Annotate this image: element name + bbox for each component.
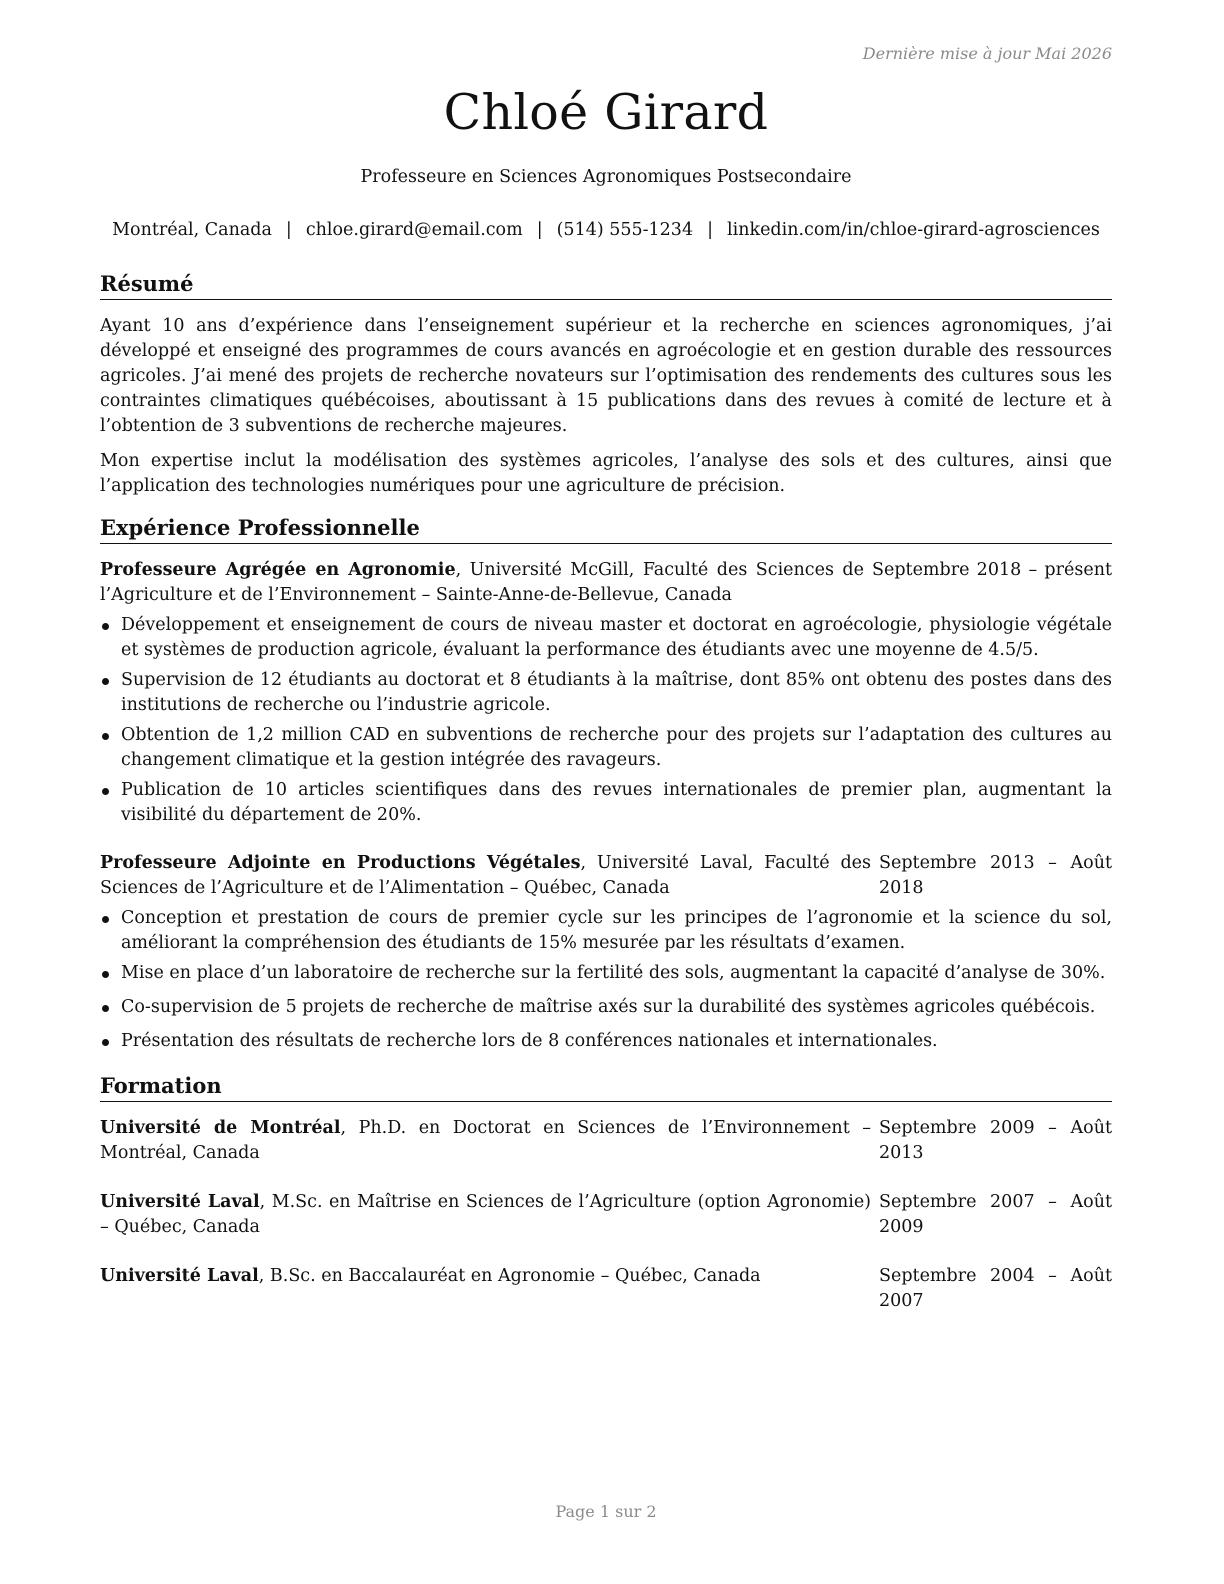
- bullet-text: Développement et enseignement de cours de niveau master et doctorat en agroécologie, physiologie végétale et systèmes de production agricole, évaluant la performance des étudiants avec une moyenne de 4.5/5.: [121, 615, 1112, 660]
- experience-entry-description: [100, 851, 879, 901]
- experience-bullet-list: [100, 613, 1112, 833]
- bullet-dot-icon: [102, 1039, 109, 1046]
- experience-bullet: [100, 906, 1112, 956]
- experience-role: Professeure Agrégée en Agronomie: [100, 560, 456, 580]
- bullet-text: Présentation des résultats de recherche lors de 8 conférences nationales et internationales.: [121, 1031, 938, 1051]
- education-details: , B.Sc. en Baccalauréat en Agronomie – Québec, Canada: [258, 1266, 761, 1286]
- education-entry: [100, 1116, 1112, 1166]
- experience-bullet: [100, 995, 1112, 1020]
- bullet-dot-icon: [102, 788, 109, 795]
- education-details: , M.Sc. en Maîtrise en Sciences de l’Agriculture (option Agronomie) – Québec, Canada: [100, 1192, 872, 1237]
- bullet-dot-icon: [102, 733, 109, 740]
- candidate-name: Chloé Girard: [443, 84, 769, 141]
- contact-email[interactable]: chloe.girard@email.com: [305, 220, 523, 240]
- education-dates: Septembre 2004 – Août 2007: [879, 1266, 1112, 1311]
- resume-page: [100, 0, 1112, 1584]
- experience-entry-description: [100, 558, 872, 608]
- education-description: [100, 1264, 879, 1289]
- experience-dates: Septembre 2013 – Août 2018: [879, 853, 1112, 898]
- experience-bullet: [100, 1029, 1112, 1054]
- education-entry: [100, 1264, 1112, 1314]
- experience-bullet: [100, 723, 1112, 773]
- bullet-text: Obtention de 1,2 million CAD en subventions de recherche pour des projets sur l’adaptation des cultures au changement climatique et la gestion intégrée des ravageurs.: [121, 725, 1112, 770]
- contact-location: Montréal, Canada: [112, 220, 272, 240]
- education-dates: Septembre 2007 – Août 2009: [879, 1192, 1112, 1237]
- last-updated-note: Dernière mise à jour Mai 2026: [862, 44, 1112, 63]
- experience-dates: Septembre 2018 – présent: [872, 560, 1112, 580]
- experience-bullet-list: [100, 906, 1112, 1059]
- experience-bullet: [100, 668, 1112, 718]
- education-dates: Septembre 2009 – Août 2013: [879, 1118, 1112, 1163]
- bullet-text: Supervision de 12 étudiants au doctorat et 8 étudiants à la maîtrise, dont 85% ont obtenu des postes dans des institutions de recherche ou l’industrie agricole.: [121, 670, 1112, 715]
- experience-details: , Université Laval, Faculté des Sciences de l’Agriculture et de l’Alimentation – Québec, Canada: [100, 853, 871, 898]
- section-title-education: Formation: [100, 1072, 1112, 1102]
- bullet-dot-icon: [102, 916, 109, 923]
- summary-paragraph: Ayant 10 ans d’expérience dans l’enseignement supérieur et la recherche en sciences agronomiques, j’ai développé et enseigné des programmes de cours avancés en agroécologie et en gestion durable des ressources agricoles. J’ai mené des projets de recherche novateurs sur l’optimisation des rendements des cultures sous les contraintes climatiques québécoises, aboutissant à 15 publications dans des revues à comité de lecture et à l’obtention de 3 subventions de recherche majeures.: [100, 316, 1112, 436]
- contact-linkedin[interactable]: linkedin.com/in/chloe-girard-agrosciences: [727, 220, 1100, 240]
- experience-entry-header: [100, 558, 1112, 608]
- bullet-text: Co-supervision de 5 projets de recherche de maîtrise axés sur la durabilité des systèmes agricoles québécois.: [121, 997, 1096, 1017]
- candidate-subtitle: Professeure en Sciences Agronomiques Postsecondaire: [360, 167, 852, 187]
- bullet-dot-icon: [102, 623, 109, 630]
- experience-details: , Université McGill, Faculté des Sciences de l’Agriculture et de l’Environnement – Sainte-Anne-de-Bellevue, Canada: [100, 560, 864, 605]
- section-title-experience: Expérience Professionnelle: [100, 514, 1112, 544]
- experience-bullet: [100, 961, 1112, 986]
- bullet-text: Mise en place d’un laboratoire de recherche sur la fertilité des sols, augmentant la capacité d’analyse de 30%.: [121, 963, 1106, 983]
- bullet-text: Publication de 10 articles scientifiques dans des revues internationales de premier plan, augmentant la visibilité du département de 20%.: [121, 780, 1112, 825]
- education-school: Université Laval: [100, 1266, 259, 1286]
- summary-paragraph: Mon expertise inclut la modélisation des systèmes agricoles, l’analyse des sols et des cultures, ainsi que l’application des technologies numériques pour une agriculture de précision.: [100, 451, 1112, 496]
- education-details: , Ph.D. en Doctorat en Sciences de l’Environnement – Montréal, Canada: [100, 1118, 871, 1163]
- education-school: Université de Montréal: [100, 1118, 341, 1138]
- page-number-footer: Page 1 sur 2: [555, 1502, 657, 1521]
- experience-entry-header: [100, 851, 1112, 901]
- contact-separator: |: [536, 220, 543, 240]
- bullet-dot-icon: [102, 971, 109, 978]
- contact-separator: |: [707, 220, 713, 240]
- section-title-summary: Résumé: [100, 270, 1112, 300]
- experience-bullet: [100, 778, 1112, 828]
- education-entry: [100, 1190, 1112, 1240]
- bullet-text: Conception et prestation de cours de premier cycle sur les principes de l’agronomie et la science du sol, améliorant la compréhension des étudiants de 15% mesurée par les résultats d’examen.: [121, 908, 1112, 953]
- education-description: [100, 1190, 879, 1240]
- education-description: [100, 1116, 879, 1166]
- experience-bullet: [100, 613, 1112, 663]
- bullet-dot-icon: [102, 678, 109, 685]
- contact-phone[interactable]: (514) 555-1234: [556, 220, 694, 240]
- contact-separator: |: [285, 220, 292, 240]
- experience-role: Professeure Adjointe en Productions Végétales: [100, 853, 581, 873]
- contact-line: [60, 220, 1152, 240]
- education-school: Université Laval: [100, 1192, 260, 1212]
- bullet-dot-icon: [102, 1005, 109, 1012]
